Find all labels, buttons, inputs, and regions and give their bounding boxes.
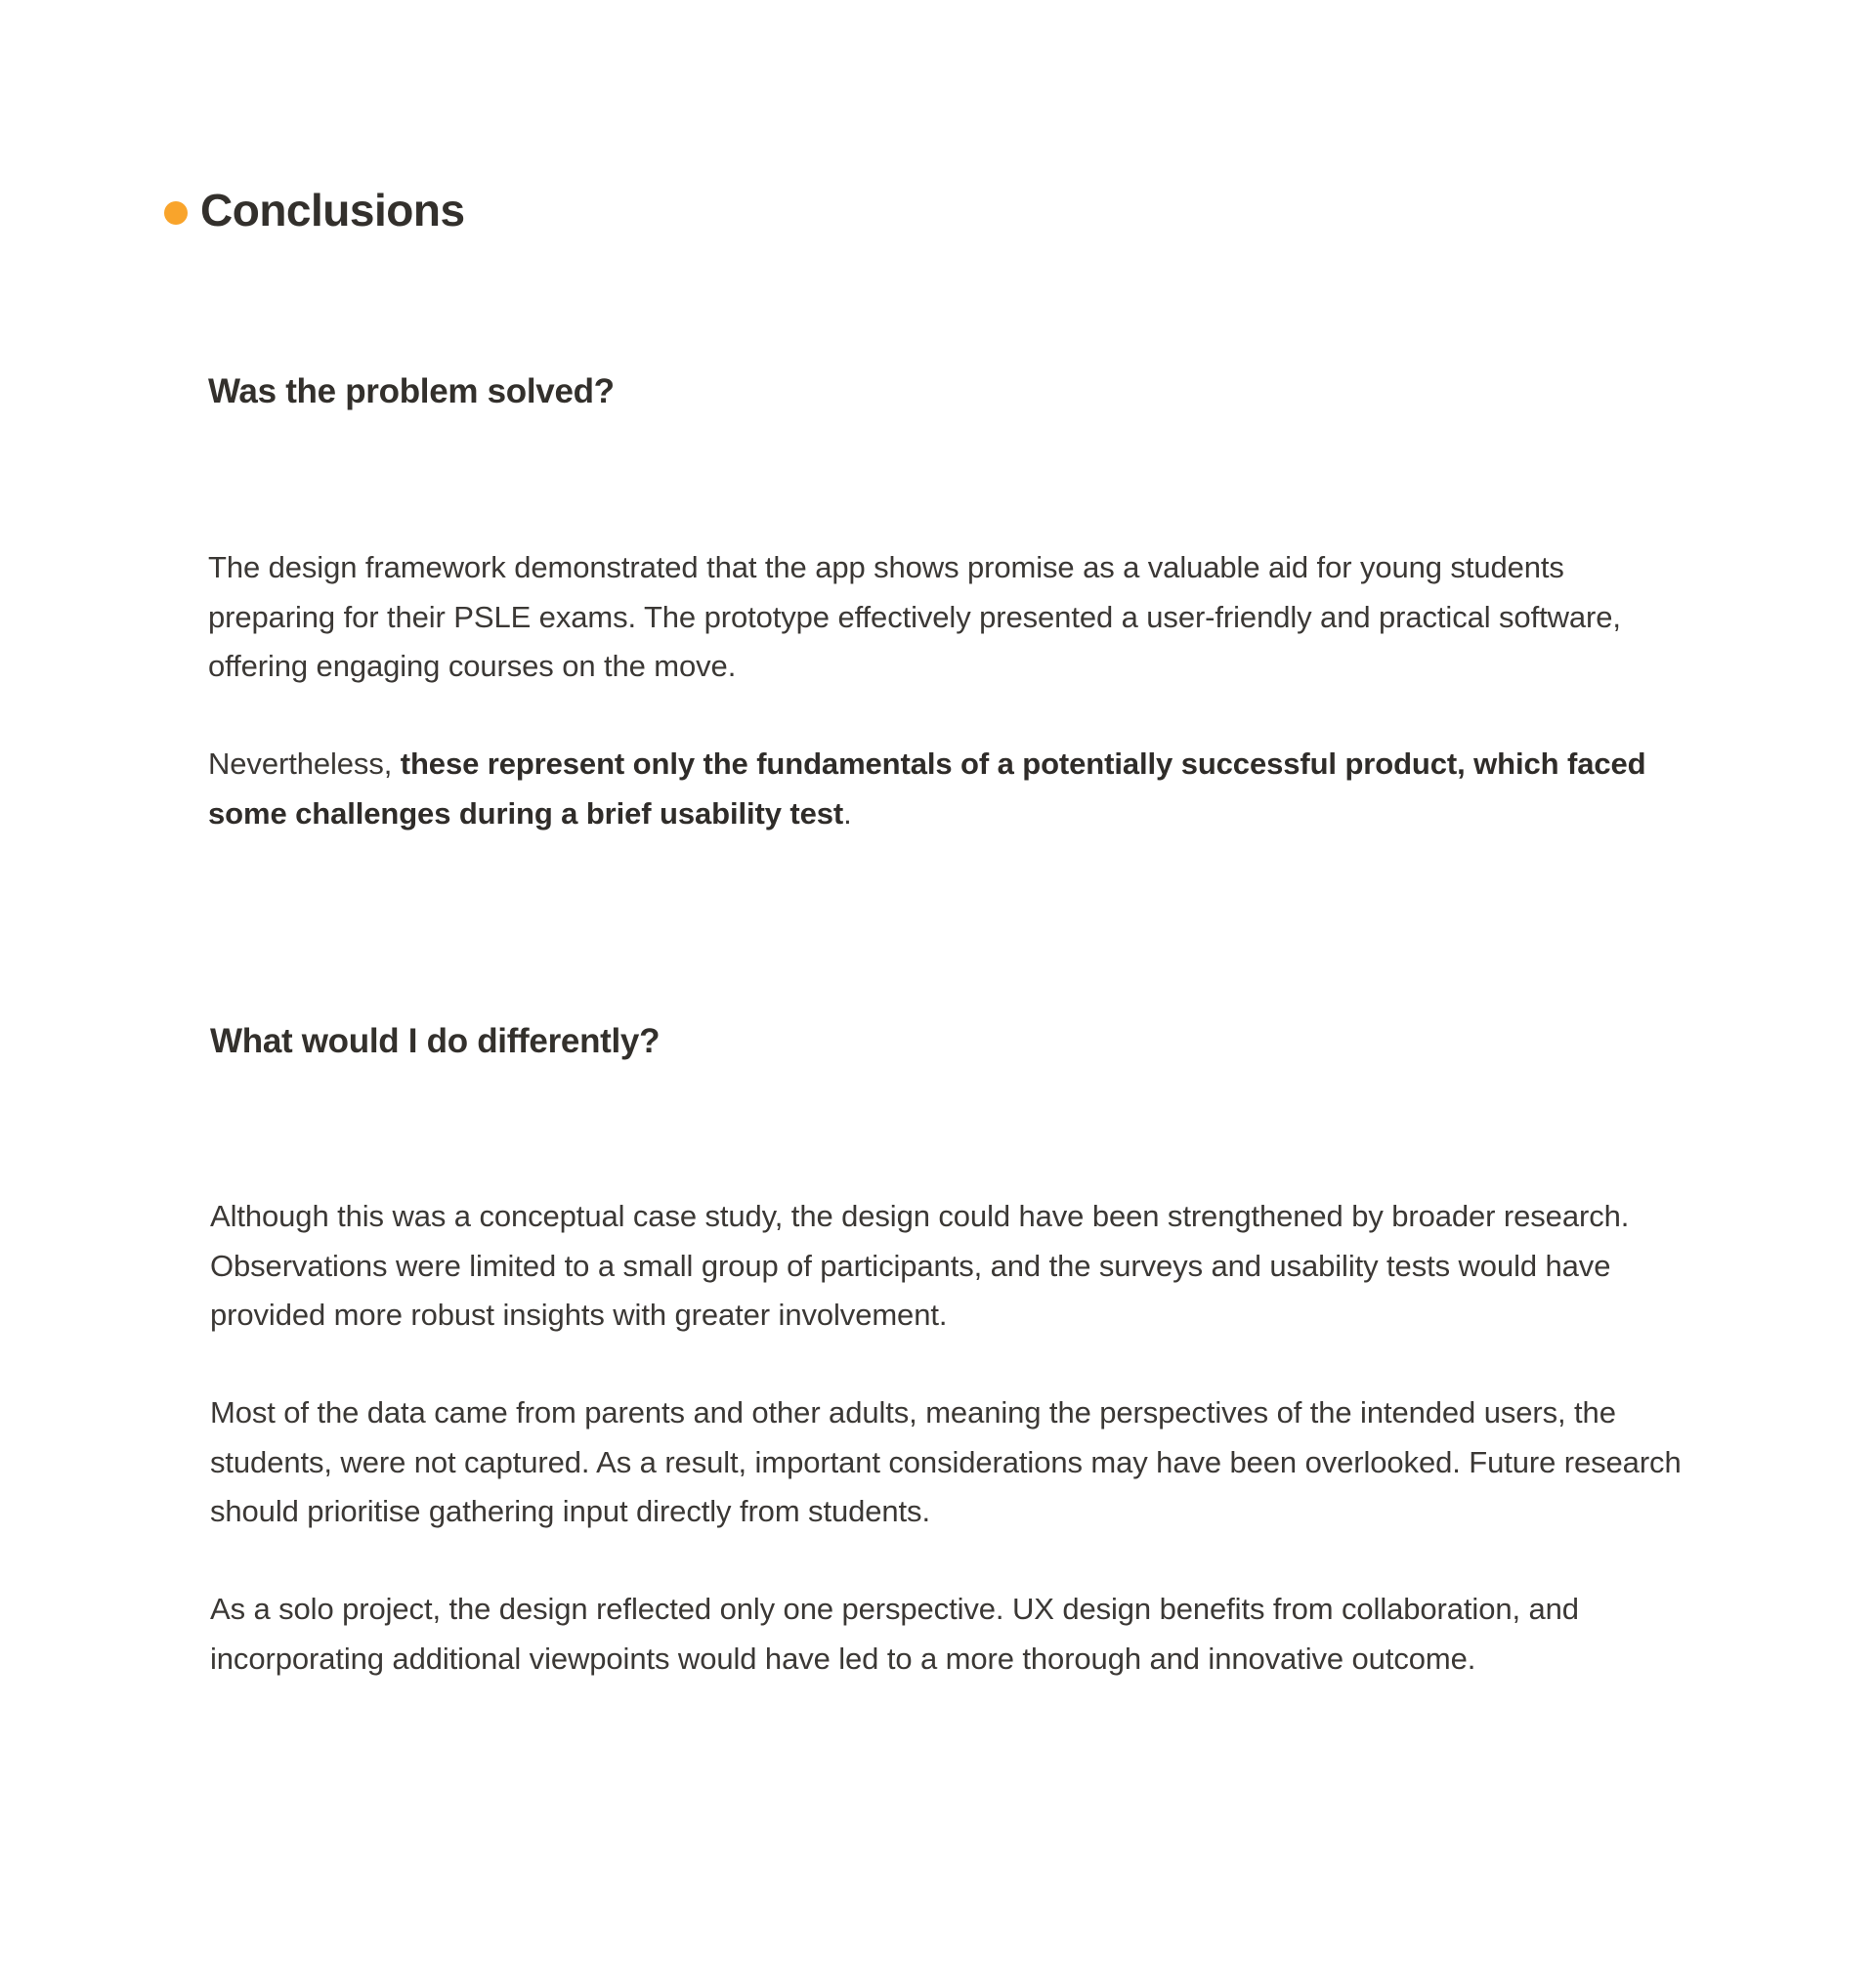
nevertheless-lead: Nevertheless,	[208, 747, 401, 781]
section-header	[164, 186, 465, 235]
data-sources-paragraph: Most of the data came from parents and other adults, meaning the perspectives of the intended users, the students, were not captured. As a result, important considerations may have been overlooked. Future research should prioritise gathering input directly from students.	[210, 1395, 1682, 1528]
problem-solved-heading: Was the problem solved?	[208, 372, 615, 410]
bullet-dot-icon	[164, 201, 188, 225]
research-paragraph: Although this was a conceptual case study, the design could have been strengthened by broader research. Observations were limited to a small group of participants, and the surveys and usability tests would have provided more robust insights with greater involvement.	[210, 1199, 1630, 1332]
solo-project-paragraph: As a solo project, the design reflected only one perspective. UX design benefits from collaboration, and incorporating additional viewpoints would have led to a more thorough and innovative outcome.	[210, 1592, 1579, 1676]
problem-solved-paragraph: The design framework demonstrated that the app shows promise as a valuable aid for young students preparing for their PSLE exams. The prototype effectively presented a user-friendly and practical software, offering engaging courses on the move.	[208, 550, 1621, 683]
do-differently-heading: What would I do differently?	[210, 1022, 661, 1060]
nevertheless-tail: .	[843, 795, 852, 831]
section-title: Conclusions	[200, 185, 465, 235]
nevertheless-paragraph	[208, 740, 1693, 838]
nevertheless-emphasis: these represent only the fundamentals of a potentially successful product, which faced some challenges during a brief usability test	[208, 747, 1646, 831]
